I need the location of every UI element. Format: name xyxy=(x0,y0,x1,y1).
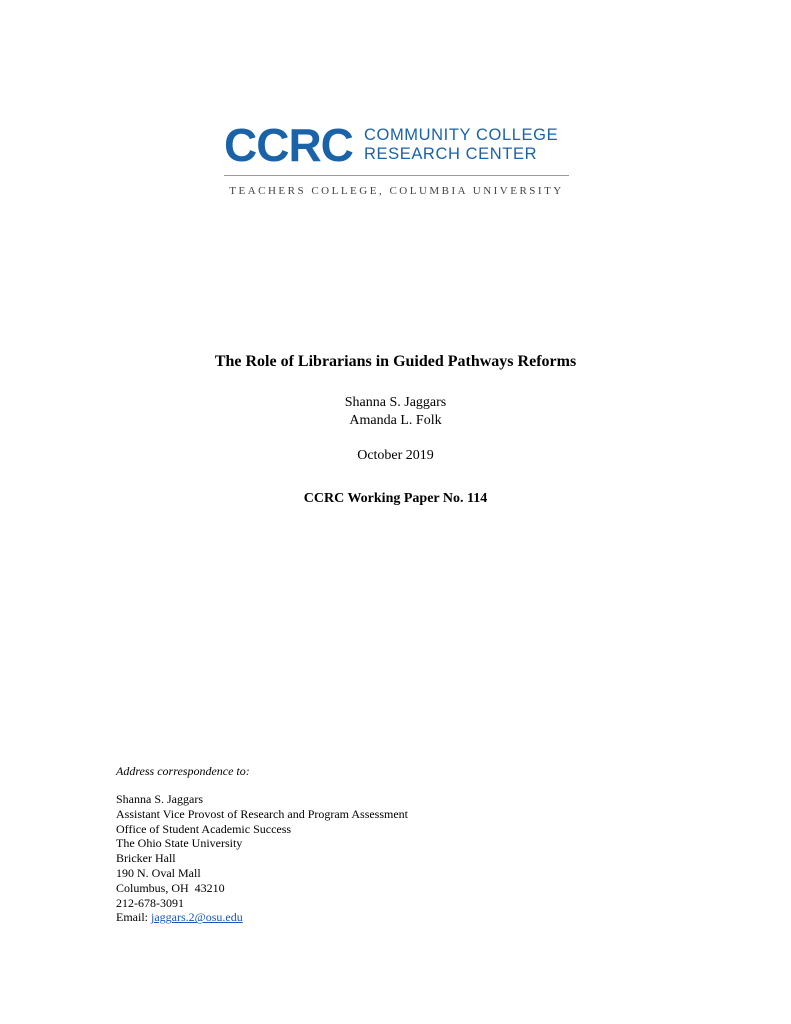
correspondence-block xyxy=(116,763,408,925)
publication-date: October 2019 xyxy=(357,448,434,463)
author-name: Amanda L. Folk xyxy=(349,413,442,428)
logo-name-line2: RESEARCH CENTER xyxy=(364,145,538,163)
correspondent-university: The Ohio State University xyxy=(116,836,243,851)
logo-mark: CCRC xyxy=(224,119,353,171)
correspondent-street: 190 N. Oval Mall xyxy=(116,865,201,880)
correspondent-email-line xyxy=(116,910,408,925)
author-name: Shanna S. Jaggars xyxy=(344,395,447,410)
correspondent-name: Shanna S. Jaggars xyxy=(116,792,203,806)
title-block xyxy=(0,352,791,372)
correspondent-office: Office of Student Academic Success xyxy=(116,821,292,836)
author-list xyxy=(0,394,791,430)
correspondent-city: Columbus, OH 43210 xyxy=(116,880,225,895)
correspondent-position: Assistant Vice Provost of Research and Program Assessment xyxy=(116,806,409,821)
email-label: Email: xyxy=(116,910,151,925)
email-link[interactable]: jaggars.2@osu.edu xyxy=(151,910,243,925)
logo-affiliation: TEACHERS COLLEGE, COLUMBIA UNIVERSITY xyxy=(229,185,564,197)
paper-title: The Role of Librarians in Guided Pathways Reforms xyxy=(214,353,577,370)
logo-name-line1: COMMUNITY COLLEGE xyxy=(364,126,559,144)
ccrc-logo xyxy=(224,119,569,203)
working-paper-number: CCRC Working Paper No. 114 xyxy=(303,491,488,506)
correspondence-heading: Address correspondence to: xyxy=(116,764,250,778)
correspondent-phone: 212-678-3091 xyxy=(116,895,184,910)
logo-divider xyxy=(224,175,569,176)
correspondent-building: Bricker Hall xyxy=(116,851,176,866)
logo-name xyxy=(364,126,558,164)
correspondence-address xyxy=(116,792,408,925)
